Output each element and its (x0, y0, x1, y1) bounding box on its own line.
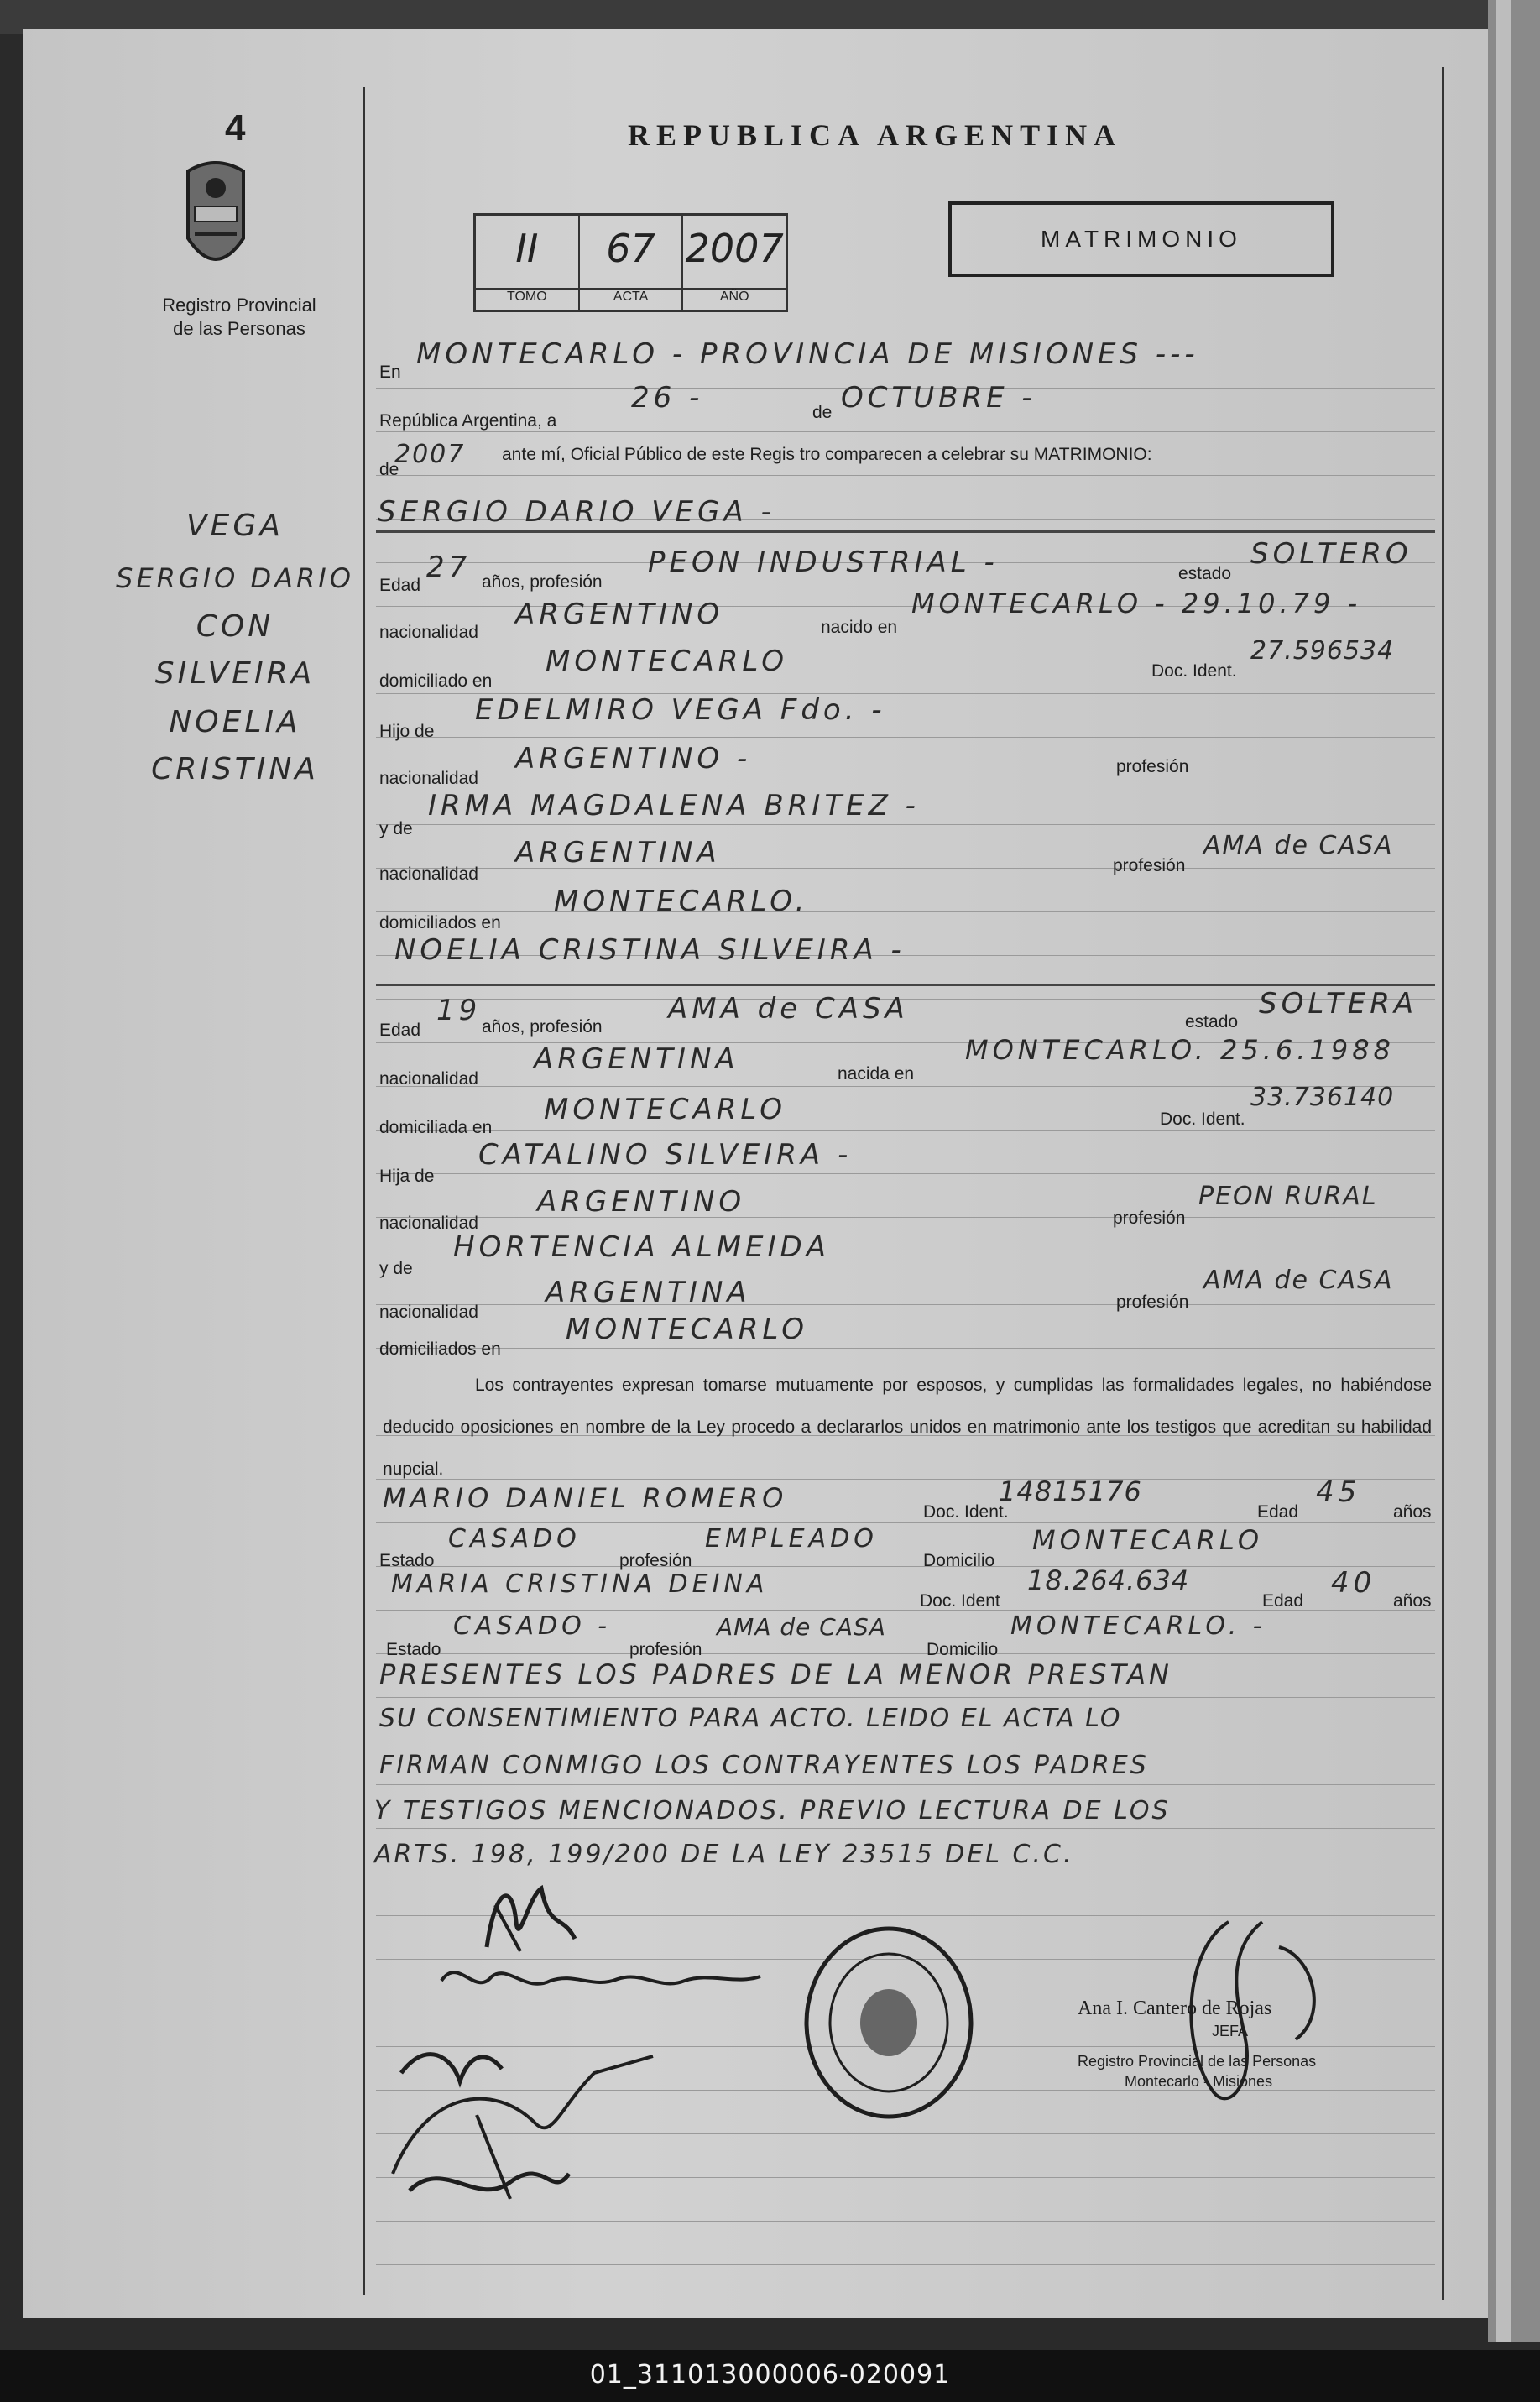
groom-doc: 27.596534 (1250, 636, 1395, 666)
witness-1-estado-label: Estado (379, 1551, 435, 1570)
groom-nacido: MONTECARLO - 29.10.79 - (911, 587, 1362, 619)
registry-name (134, 294, 344, 341)
official-office: Registro Provincial de las Personas (1078, 2053, 1317, 2070)
intro-statement: ante mí, Oficial Público de este Regis tro comparecen a celebrar su MATRIMONIO: (502, 445, 1152, 464)
ano-cell (683, 216, 786, 310)
witness-1-dom-label: Domicilio (923, 1551, 995, 1570)
bride-madre-prof-label: profesión (1116, 1292, 1189, 1312)
page-number: 4 (225, 107, 246, 149)
margin-line-5: NOELIA (169, 705, 301, 739)
official-seal (801, 1922, 977, 2123)
de-label: de (812, 403, 833, 422)
groom-madre: IRMA MAGDALENA BRITEZ - (428, 789, 920, 822)
main-ruled-line (376, 1697, 1435, 1698)
main-ruled-line (376, 1566, 1435, 1567)
main-ruled-line (376, 1348, 1435, 1349)
section-divider (376, 530, 1435, 533)
groom-profesion: PEON INDUSTRIAL - (648, 546, 999, 579)
acta-label: ACTA (580, 288, 682, 310)
en-label: En (379, 363, 401, 382)
main-ruled-line (376, 1522, 1435, 1523)
groom-domicilio: MONTECARLO (546, 645, 789, 678)
bride-estado-label: estado (1185, 1012, 1239, 1031)
margin-line-3: CON (196, 609, 274, 644)
witness-2-estado: CASADO - (453, 1611, 612, 1641)
witness-1-doc: 14815176 (999, 1475, 1142, 1507)
acta-cell (580, 216, 684, 310)
bride-nac-label: nacionalidad (379, 1069, 478, 1089)
place-value: MONTECARLO - PROVINCIA DE MISIONES --- (416, 337, 1199, 371)
witness-2-anos-label: años (1393, 1591, 1432, 1611)
witness-1-name: MARIO DANIEL ROMERO (383, 1482, 788, 1514)
witness-1-profesion-label: profesión (619, 1551, 692, 1570)
declaration-text: Los contrayentes expresan tomarse mutuamente por esposos, y cumplidas las formalidades legales, no habiéndose deducido oposiciones en nombre de la Ley procedo a declararlos unidos en matrimonio ante los testigos que acreditan su habilidad nupcial. (383, 1376, 1432, 1479)
bride-domicilio: MONTECARLO (544, 1093, 787, 1126)
main-ruled-line (376, 475, 1435, 476)
margin-line-4: SILVEIRA (154, 656, 316, 691)
registry-crest-icon (180, 154, 252, 280)
witness-2-dom-label: Domicilio (927, 1640, 999, 1659)
bride-doc-label: Doc. Ident. (1160, 1110, 1245, 1129)
groom-padre-nac-label: nacionalidad (379, 769, 478, 788)
witness-2-edad-label: Edad (1262, 1591, 1304, 1611)
registry-line-1: Registro Provincial (162, 295, 316, 316)
bride-name: NOELIA CRISTINA SILVEIRA - (394, 933, 906, 967)
note-line-1: PRESENTES LOS PADRES DE LA MENOR PRESTAN (379, 1658, 1172, 1690)
tomo-label: TOMO (476, 288, 578, 310)
tomo-value: II (515, 226, 539, 271)
bride-padres-dom: MONTECARLO (566, 1313, 809, 1346)
main-ruled-line (376, 824, 1435, 825)
witness-1-edad: 45 (1316, 1475, 1361, 1509)
witness-1-profesion: EMPLEADO (705, 1524, 878, 1553)
groom-estado: SOLTERO (1250, 537, 1412, 571)
groom-doc-label: Doc. Ident. (1151, 661, 1237, 681)
witness-1-estado: CASADO (448, 1524, 581, 1553)
groom-profesion-label: años, profesión (482, 572, 603, 592)
signature-bride (433, 1947, 769, 2006)
bride-padre-label: Hija de (379, 1167, 435, 1186)
groom-madre-nac: ARGENTINA (515, 836, 721, 869)
note-line-3: FIRMAN CONMIGO LOS CONTRAYENTES LOS PADRES (379, 1751, 1149, 1780)
bride-madre: HORTENCIA ALMEIDA (453, 1230, 830, 1264)
witness-2-estado-label: Estado (386, 1640, 441, 1659)
bride-edad-label: Edad (379, 1021, 421, 1040)
groom-edad-label: Edad (379, 576, 421, 595)
witness-2-profesion: AMA de CASA (717, 1613, 886, 1641)
bride-doc: 33.736140 (1250, 1083, 1395, 1112)
main-ruled-line (376, 737, 1435, 738)
main-ruled-line (376, 1304, 1435, 1305)
groom-padres-dom: MONTECARLO. (554, 885, 809, 918)
bride-padre-nac-label: nacionalidad (379, 1214, 478, 1233)
groom-padre-label: Hijo de (379, 722, 435, 741)
year-prefix: de (379, 460, 399, 479)
witness-2-doc-label: Doc. Ident (920, 1591, 1000, 1611)
right-border-line (1442, 67, 1444, 2300)
witness-2-doc: 18.264.634 (1027, 1564, 1190, 1596)
bride-padre-prof: PEON RURAL (1198, 1182, 1378, 1211)
main-ruled-line (376, 431, 1435, 432)
republica-label: República Argentina, a (379, 411, 557, 431)
bride-madre-label: y de (379, 1259, 413, 1278)
main-ruled-line (376, 911, 1435, 912)
main-ruled-line (376, 1653, 1435, 1654)
year-value: 2007 (394, 440, 466, 469)
official-name: Ana I. Cantero de Rojas (1078, 1997, 1272, 2019)
main-ruled-line (376, 2264, 1435, 2265)
main-ruled-line (376, 2221, 1435, 2222)
bride-profesion: AMA de CASA (668, 992, 909, 1026)
tomo-cell (476, 216, 580, 310)
bride-padre-prof-label: profesión (1113, 1209, 1186, 1228)
day-value: 26 - (631, 381, 704, 415)
bride-nacionalidad: ARGENTINA (534, 1042, 739, 1076)
groom-madre-prof: AMA de CASA (1203, 831, 1394, 860)
official-place: Montecarlo - Misiones (1125, 2073, 1273, 2090)
margin-divider-line (363, 87, 365, 2295)
groom-name: SERGIO DARIO VEGA - (378, 495, 775, 529)
bride-padre: CATALINO SILVEIRA - (478, 1138, 853, 1172)
witness-2-edad: 40 (1331, 1566, 1376, 1600)
footer-bar (0, 2350, 1540, 2402)
witness-1-domicilio: MONTECARLO (1032, 1524, 1263, 1556)
note-line-2: SU CONSENTIMIENTO PARA ACTO. LEIDO EL ACTA LO (379, 1704, 1122, 1733)
bride-madre-nac: ARGENTINA (546, 1276, 751, 1309)
groom-madre-prof-label: profesión (1113, 856, 1186, 875)
act-type-box: MATRIMONIO (948, 201, 1334, 277)
acta-value: 67 (606, 226, 655, 271)
groom-madre-label: y de (379, 819, 413, 838)
groom-padre: EDELMIRO VEGA Fdo. - (475, 693, 886, 727)
bride-nacida: MONTECARLO. 25.6.1988 (965, 1034, 1395, 1066)
groom-edad: 27 (426, 551, 472, 584)
witness-2-profesion-label: profesión (629, 1640, 702, 1659)
witness-2-domicilio: MONTECARLO. - (1010, 1611, 1266, 1641)
bride-padre-nac: ARGENTINO (537, 1185, 746, 1219)
bride-nacida-label: nacida en (838, 1064, 915, 1084)
margin-line-2: SERGIO DARIO (116, 562, 354, 594)
bride-madre-prof: AMA de CASA (1203, 1266, 1394, 1295)
signature-witnesses (376, 2023, 678, 2216)
bride-estado: SOLTERA (1259, 987, 1418, 1021)
bride-padres-dom-label: domiciliados en (379, 1339, 501, 1359)
groom-estado-label: estado (1178, 564, 1232, 583)
note-line-5: ARTS. 198, 199/200 DE LA LEY 23515 DEL C.C. (374, 1840, 1074, 1869)
page-edge-band-light (1496, 0, 1511, 2342)
groom-nacionalidad: ARGENTINO (515, 598, 724, 631)
note-line-4: Y TESTIGOS MENCIONADOS. PREVIO LECTURA DE LOS (374, 1796, 1171, 1825)
bride-dom-label: domiciliada en (379, 1118, 493, 1137)
main-ruled-line (376, 1784, 1435, 1785)
bride-edad: 19 (436, 994, 482, 1027)
bride-profesion-label: años, profesión (482, 1017, 603, 1037)
main-ruled-line (376, 1828, 1435, 1829)
groom-padres-dom-label: domiciliados en (379, 913, 501, 932)
groom-dom-label: domiciliado en (379, 671, 493, 691)
margin-line-1: VEGA (186, 509, 284, 543)
margin-line-6: CRISTINA (151, 752, 319, 786)
act-reference-box (473, 213, 788, 312)
official-title: JEFA (1212, 2023, 1249, 2039)
main-ruled-line (376, 1130, 1435, 1131)
month-value: OCTUBRE - (841, 381, 1036, 415)
section-divider (376, 984, 1435, 986)
groom-nacido-label: nacido en (821, 618, 898, 637)
ano-value: 2007 (685, 226, 784, 271)
groom-padre-prof-label: profesión (1116, 757, 1189, 776)
main-ruled-line (376, 1217, 1435, 1218)
groom-nac-label: nacionalidad (379, 623, 478, 642)
ano-label: AÑO (683, 288, 786, 310)
footer-image-id: 01_311013000006-020091 (589, 2360, 951, 2389)
witness-1-edad-label: Edad (1257, 1502, 1299, 1522)
country-title: REPUBLICA ARGENTINA (628, 118, 1123, 152)
registry-line-2: de las Personas (173, 318, 305, 339)
witness-2-name: MARIA CRISTINA DEINA (391, 1569, 769, 1599)
witness-1-doc-label: Doc. Ident. (923, 1502, 1009, 1522)
witness-1-anos-label: años (1393, 1502, 1432, 1522)
main-ruled-line (376, 1173, 1435, 1174)
bride-madre-nac-label: nacionalidad (379, 1303, 478, 1322)
groom-madre-nac-label: nacionalidad (379, 864, 478, 884)
groom-padre-nac: ARGENTINO - (515, 742, 752, 775)
